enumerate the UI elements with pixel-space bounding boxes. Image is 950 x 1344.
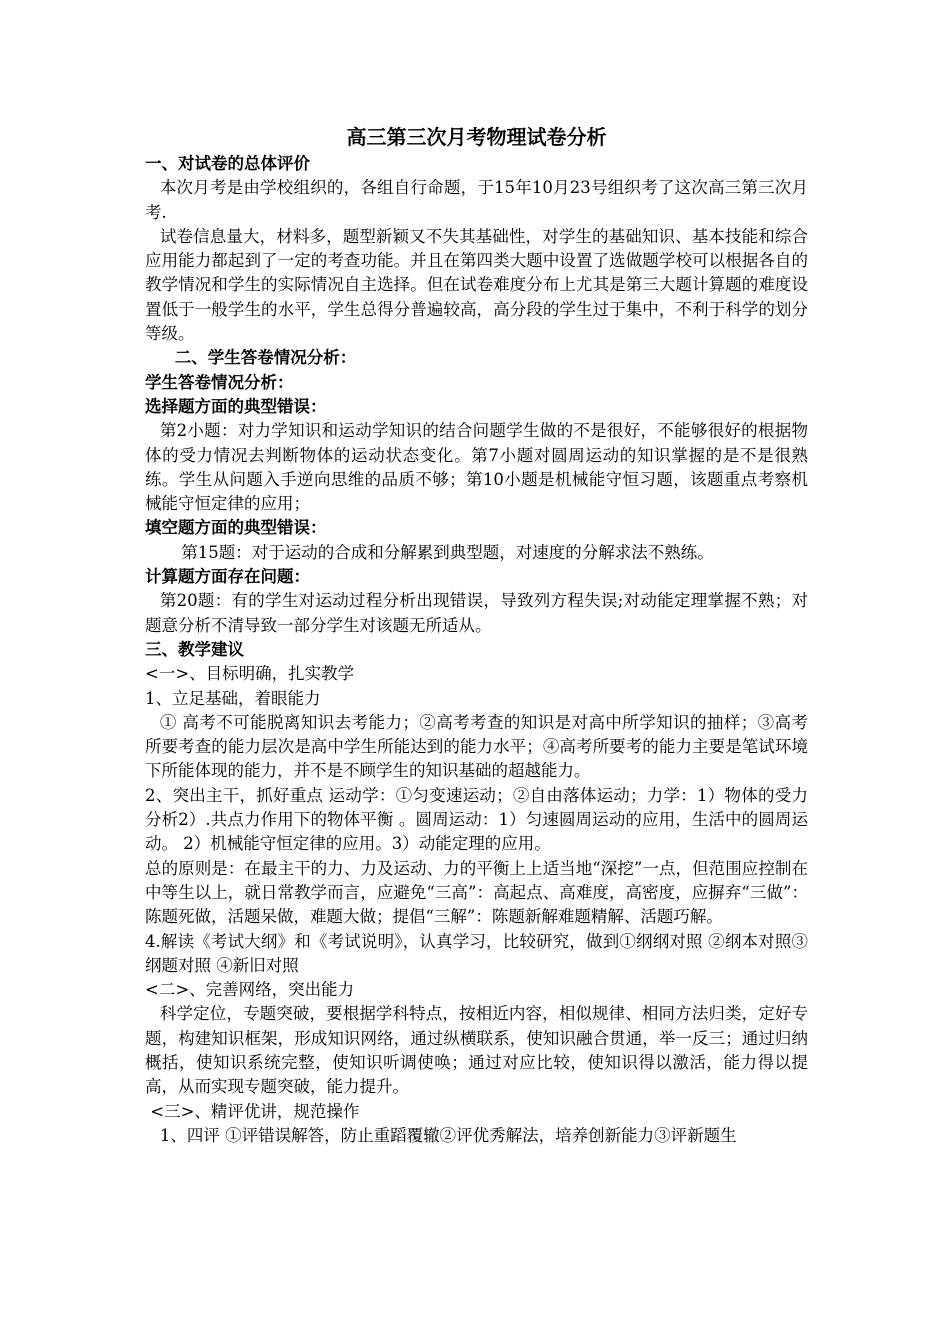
section-1-paragraph-1: 本次月考是由学校组织的，各组自行命题，于15年10月23号组织考了这次高三第三次月考. — [145, 178, 808, 222]
calc-problems-heading: 计算题方面存在问题： — [145, 567, 310, 587]
fill-errors-heading: 填空题方面的典型错误： — [145, 518, 327, 538]
item-2-text: 2、突出主干，抓好重点 运动学：①匀变速运动；②自由落体运动；力学：1）物体的受力分析2）.共点力作用下的物体平衡 。圆周运动：1）匀速圆周运动的应用，生活中的圆周运动。 2）机械能守恒定律的应用。3）动能定理的应用。 — [145, 785, 808, 854]
section-3-heading: 三、教学建议 — [145, 639, 244, 659]
section-1-paragraph-2: 试卷信息量大，材料多，题型新颖又不失其基础性，对学生的基础知识、基本技能和综合应用能力都起到了一定的考查功能。并且在第四类大题中设置了选做题学校可以根据各自的教学情况和学生的实际情况自主选择。但在试卷难度分布上尤其是第三大题计算题的难度设置低于一般学生的水平，学生总得分普遍较高，高分段的学生过于集中，不利于科学的划分等级。 — [145, 226, 808, 344]
page-title: 高三第三次月考物理试卷分析 — [346, 125, 607, 149]
item-4-text: 4.解读《考试大纲》和《考试说明》，认真学习，比较研究，做到①纲纲对照 ②纲本对照③纲题对照 ④新旧对照 — [145, 931, 808, 975]
part-2-heading: <二>、完善网络，突出能力 — [145, 980, 355, 1000]
section-2-subheading: 学生答卷情况分析： — [145, 372, 294, 392]
item-1-text: ① 高考不可能脱离知识去考能力；②高考考查的知识是对高中所学知识的抽样；③高考所要考查的能力层次是高中学生所能达到的能力水平；④高考所要考的能力主要是笔试环境下所能体现的能力，并不是不顾学生的知识基础的超越能力。 — [145, 712, 808, 781]
part-1-heading: <一>、目标明确，扎实教学 — [145, 664, 355, 684]
choice-errors-text: 第2小题：对力学知识和运动学知识的结合问题学生做的不是很好，不能够很好的根据物体的受力情况去判断物体的运动状态变化。第7小题对圆周运动的知识掌握的是不是很熟练。学生从问题入手逆向思维的品质不够；第10小题是机械能守恒习题，该题重点考察机械能守恒定律的应用； — [145, 421, 808, 514]
section-2-heading: 二、学生答卷情况分析： — [174, 348, 357, 368]
choice-errors-heading: 选择题方面的典型错误： — [145, 396, 327, 416]
part-3-heading: <三>、精评优讲，规范操作 — [145, 1101, 360, 1121]
part-2-text: 科学定位，专题突破，要根据学科特点，按相近内容，相似规律、相同方法归类，定好专题，构建知识框架，形成知识网络，通过纵横联系，使知识融合贯通，举一反三；通过归纳概括，使知识系统完整，使知识听调使唤；通过对应比较，使知识得以激活，能力得以提高，从而实现专题突破，能力提升。 — [145, 1004, 808, 1097]
part-3-item-1: 1、四评 ①评错误解答，防止重蹈覆辙②评优秀解法，培养创新能力③评新题生 — [159, 1125, 737, 1145]
fill-errors-text: 第15题：对于运动的合成和分解累到典型题，对速度的分解求法不熟练。 — [181, 542, 714, 562]
item-2-principle: 总的原则是：在最主干的力、力及运动、力的平衡上上适当地“深挖”一点，但范围应控制在中等生以上，就日常教学而言，应避免“三高”：高起点、高难度，高密度，应摒弃“三做”：陈题死做，活题呆做，难题大做；提倡“三解”：陈题新解难题精解、活题巧解。 — [145, 858, 808, 927]
section-1-heading: 一、对试卷的总体评价 — [145, 154, 310, 173]
item-1-heading: 1、立足基础，着眼能力 — [145, 688, 321, 708]
calc-problems-text: 第20题：有的学生对运动过程分析出现错误，导致列方程失误;对动能定理掌握不熟；对题意分析不清导致一部分学生对该题无所适从。 — [145, 591, 808, 635]
